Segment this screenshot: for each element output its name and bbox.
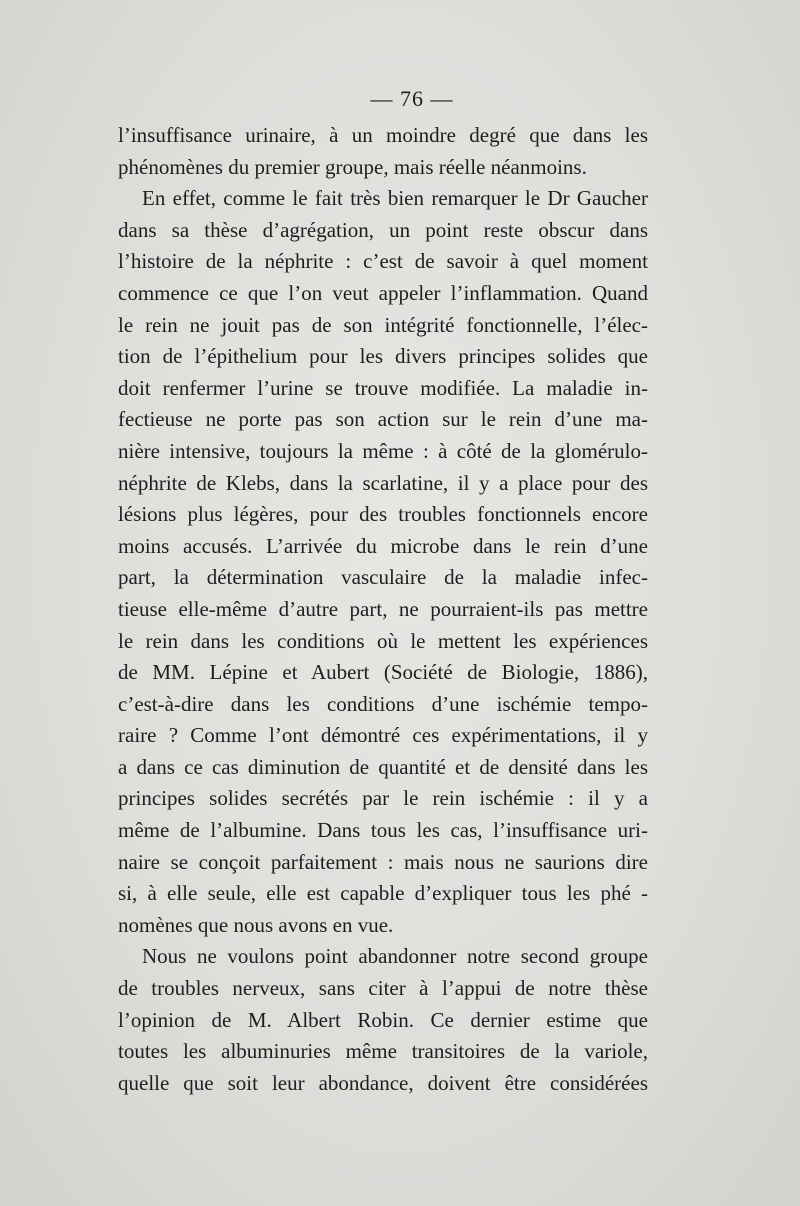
text-line: En effet, comme le fait très bien remarquer le Dr Gaucher — [142, 186, 648, 211]
text-line: raire ? Comme l’ont démontré ces expérimentations, il y — [118, 723, 648, 748]
text-line: commence ce que l’on veut appeler l’inflammation. Quand — [118, 280, 648, 305]
text-line: l’opinion de M. Albert Robin. Ce dernier estime que — [118, 1007, 648, 1032]
text-line: de troubles nerveux, sans citer à l’appui de notre thèse — [118, 976, 648, 1001]
text-line: phénomènes du premier groupe, mais réelle néanmoins. — [118, 154, 587, 179]
text-line: c’est-à-dire dans les conditions d’une ischémie tempo- — [118, 691, 648, 716]
text-line: moins accusés. L’arrivée du microbe dans le rein d’une — [118, 533, 648, 558]
text-line: naire se conçoit parfaitement : mais nous ne saurions dire — [118, 849, 648, 874]
text-line: dans sa thèse d’agrégation, un point reste obscur dans — [118, 217, 648, 242]
text-line: tieuse elle-même d’autre part, ne pourraient-ils pas mettre — [118, 596, 648, 621]
body-text — [118, 120, 648, 1099]
text-line: fectieuse ne porte pas son action sur le rein d’une ma- — [118, 407, 648, 432]
text-line: toutes les albuminuries même transitoires de la variole, — [118, 1039, 648, 1064]
text-line: le rein dans les conditions où le mettent les expériences — [118, 628, 648, 653]
text-line: lésions plus légères, pour des troubles fonctionnels encore — [118, 502, 648, 527]
page-number: — 76 — — [370, 86, 454, 111]
text-line: si, à elle seule, elle est capable d’expliquer tous les phé - — [118, 881, 648, 906]
text-line: le rein ne jouit pas de son intégrité fonctionnelle, l’élec- — [118, 312, 648, 337]
text-line: nière intensive, toujours la même : à côté de la glomérulo- — [118, 438, 648, 463]
text-line: tion de l’épithelium pour les divers principes solides que — [118, 344, 648, 369]
text-line: Nous ne voulons point abandonner notre second groupe — [142, 944, 648, 969]
text-line: l’insuffisance urinaire, à un moindre degré que dans les — [118, 123, 648, 147]
text-line: même de l’albumine. Dans tous les cas, l’insuffisance uri- — [118, 818, 648, 843]
text-line: néphrite de Klebs, dans la scarlatine, il y a place pour des — [118, 470, 648, 495]
text-line: part, la détermination vasculaire de la maladie infec- — [118, 565, 648, 590]
text-line: de MM. Lépine et Aubert (Société de Biologie, 1886), — [118, 660, 648, 685]
text-line: nomènes que nous avons en vue. — [118, 912, 394, 937]
text-line: doit renfermer l’urine se trouve modifiée. La maladie in- — [118, 375, 648, 400]
text-line: principes solides secrétés par le rein ischémie : il y a — [118, 786, 648, 811]
text-line: a dans ce cas diminution de quantité et de densité dans les — [118, 754, 648, 779]
text-line: quelle que soit leur abondance, doivent être considérées — [118, 1070, 648, 1095]
text-line: l’histoire de la néphrite : c’est de savoir à quel moment — [118, 249, 648, 274]
